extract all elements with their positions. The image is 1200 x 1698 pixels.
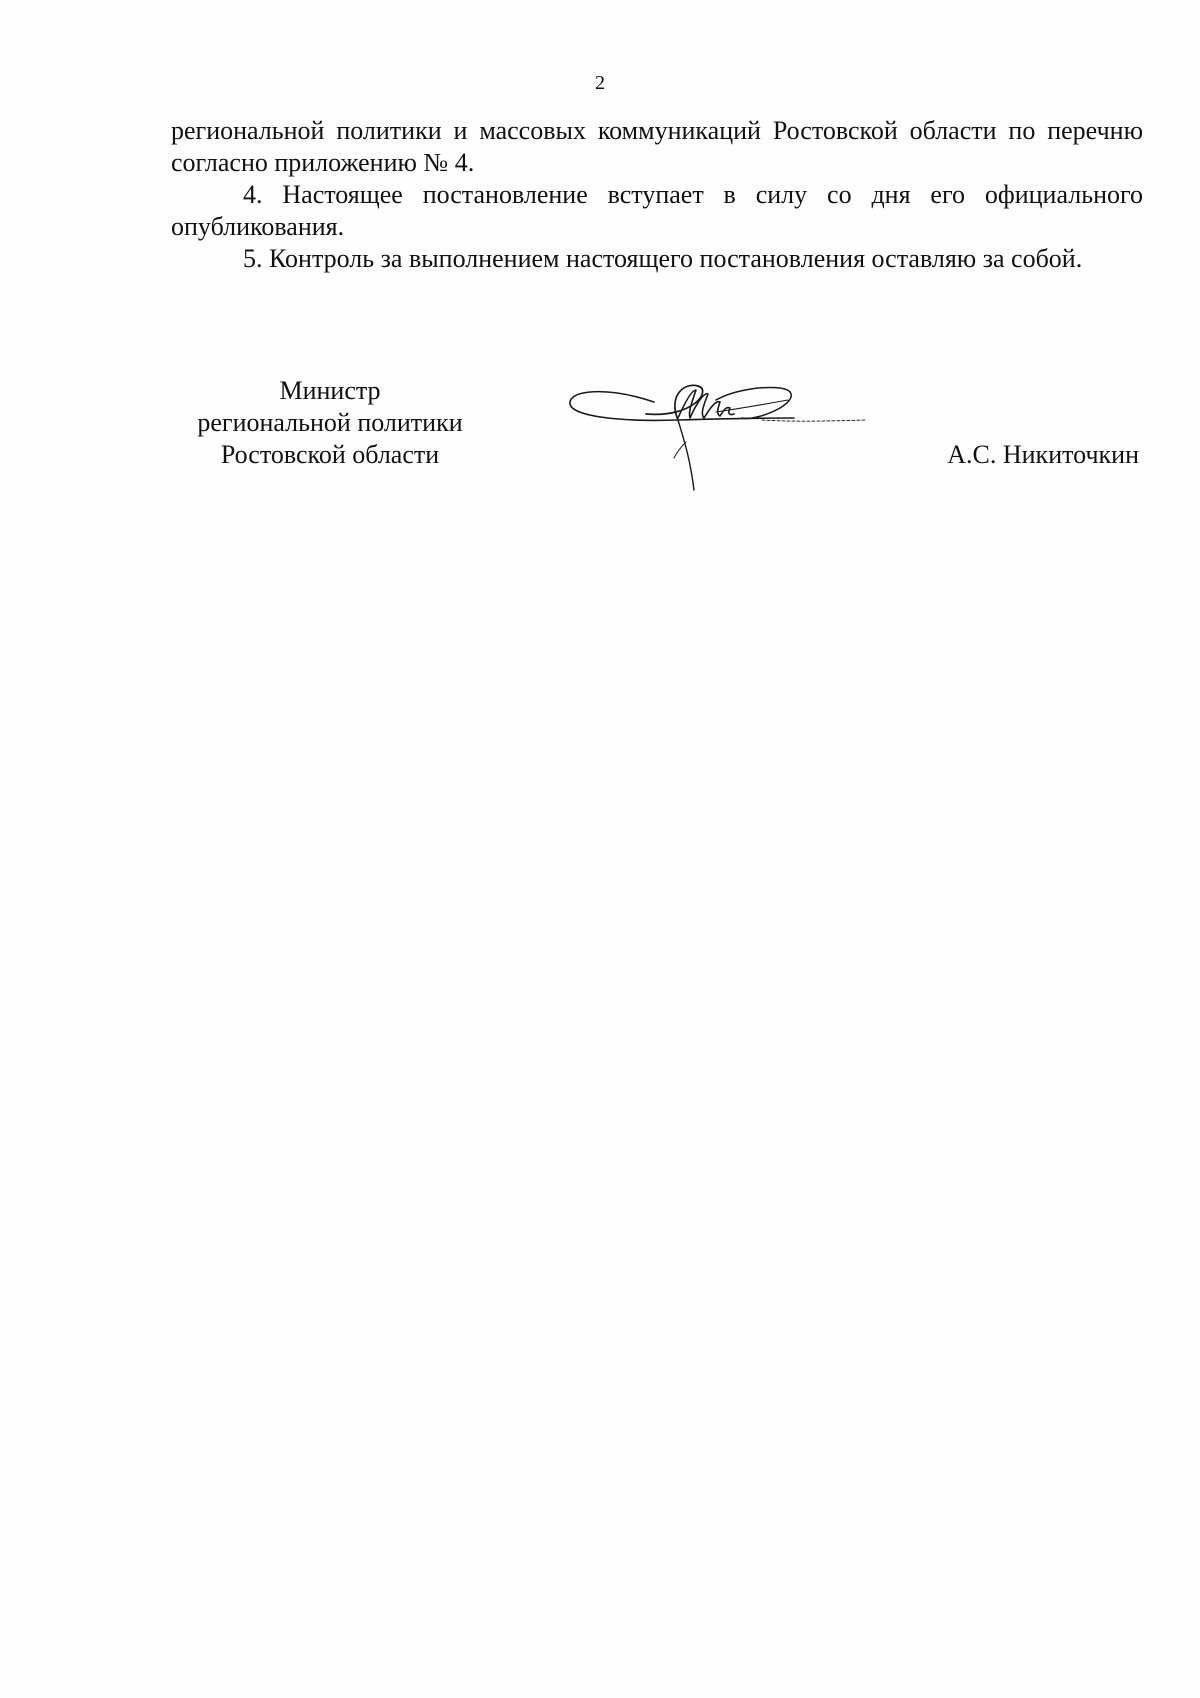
paragraph-continuation: региональной политики и массовых коммуникаций Ростовской области по перечню согласно приложению № 4.: [171, 116, 1143, 177]
document-body: [171, 115, 1143, 275]
page-number: 2: [595, 72, 605, 94]
paragraph-item-4: 4. Настоящее постановление вступает в силу со дня его официального опубликования.: [171, 180, 1143, 241]
position-line: Ростовской области: [220, 440, 440, 469]
signatory-position: [170, 375, 490, 471]
signer-name: А.С. Никиточкин: [947, 440, 1139, 469]
position-line: Министр: [279, 376, 381, 405]
handwritten-signature: [566, 378, 886, 496]
position-line: региональной политики: [197, 408, 463, 437]
paragraph-item-5: 5. Контроль за выполнением настоящего постановления оставляю за собой.: [243, 244, 1083, 273]
